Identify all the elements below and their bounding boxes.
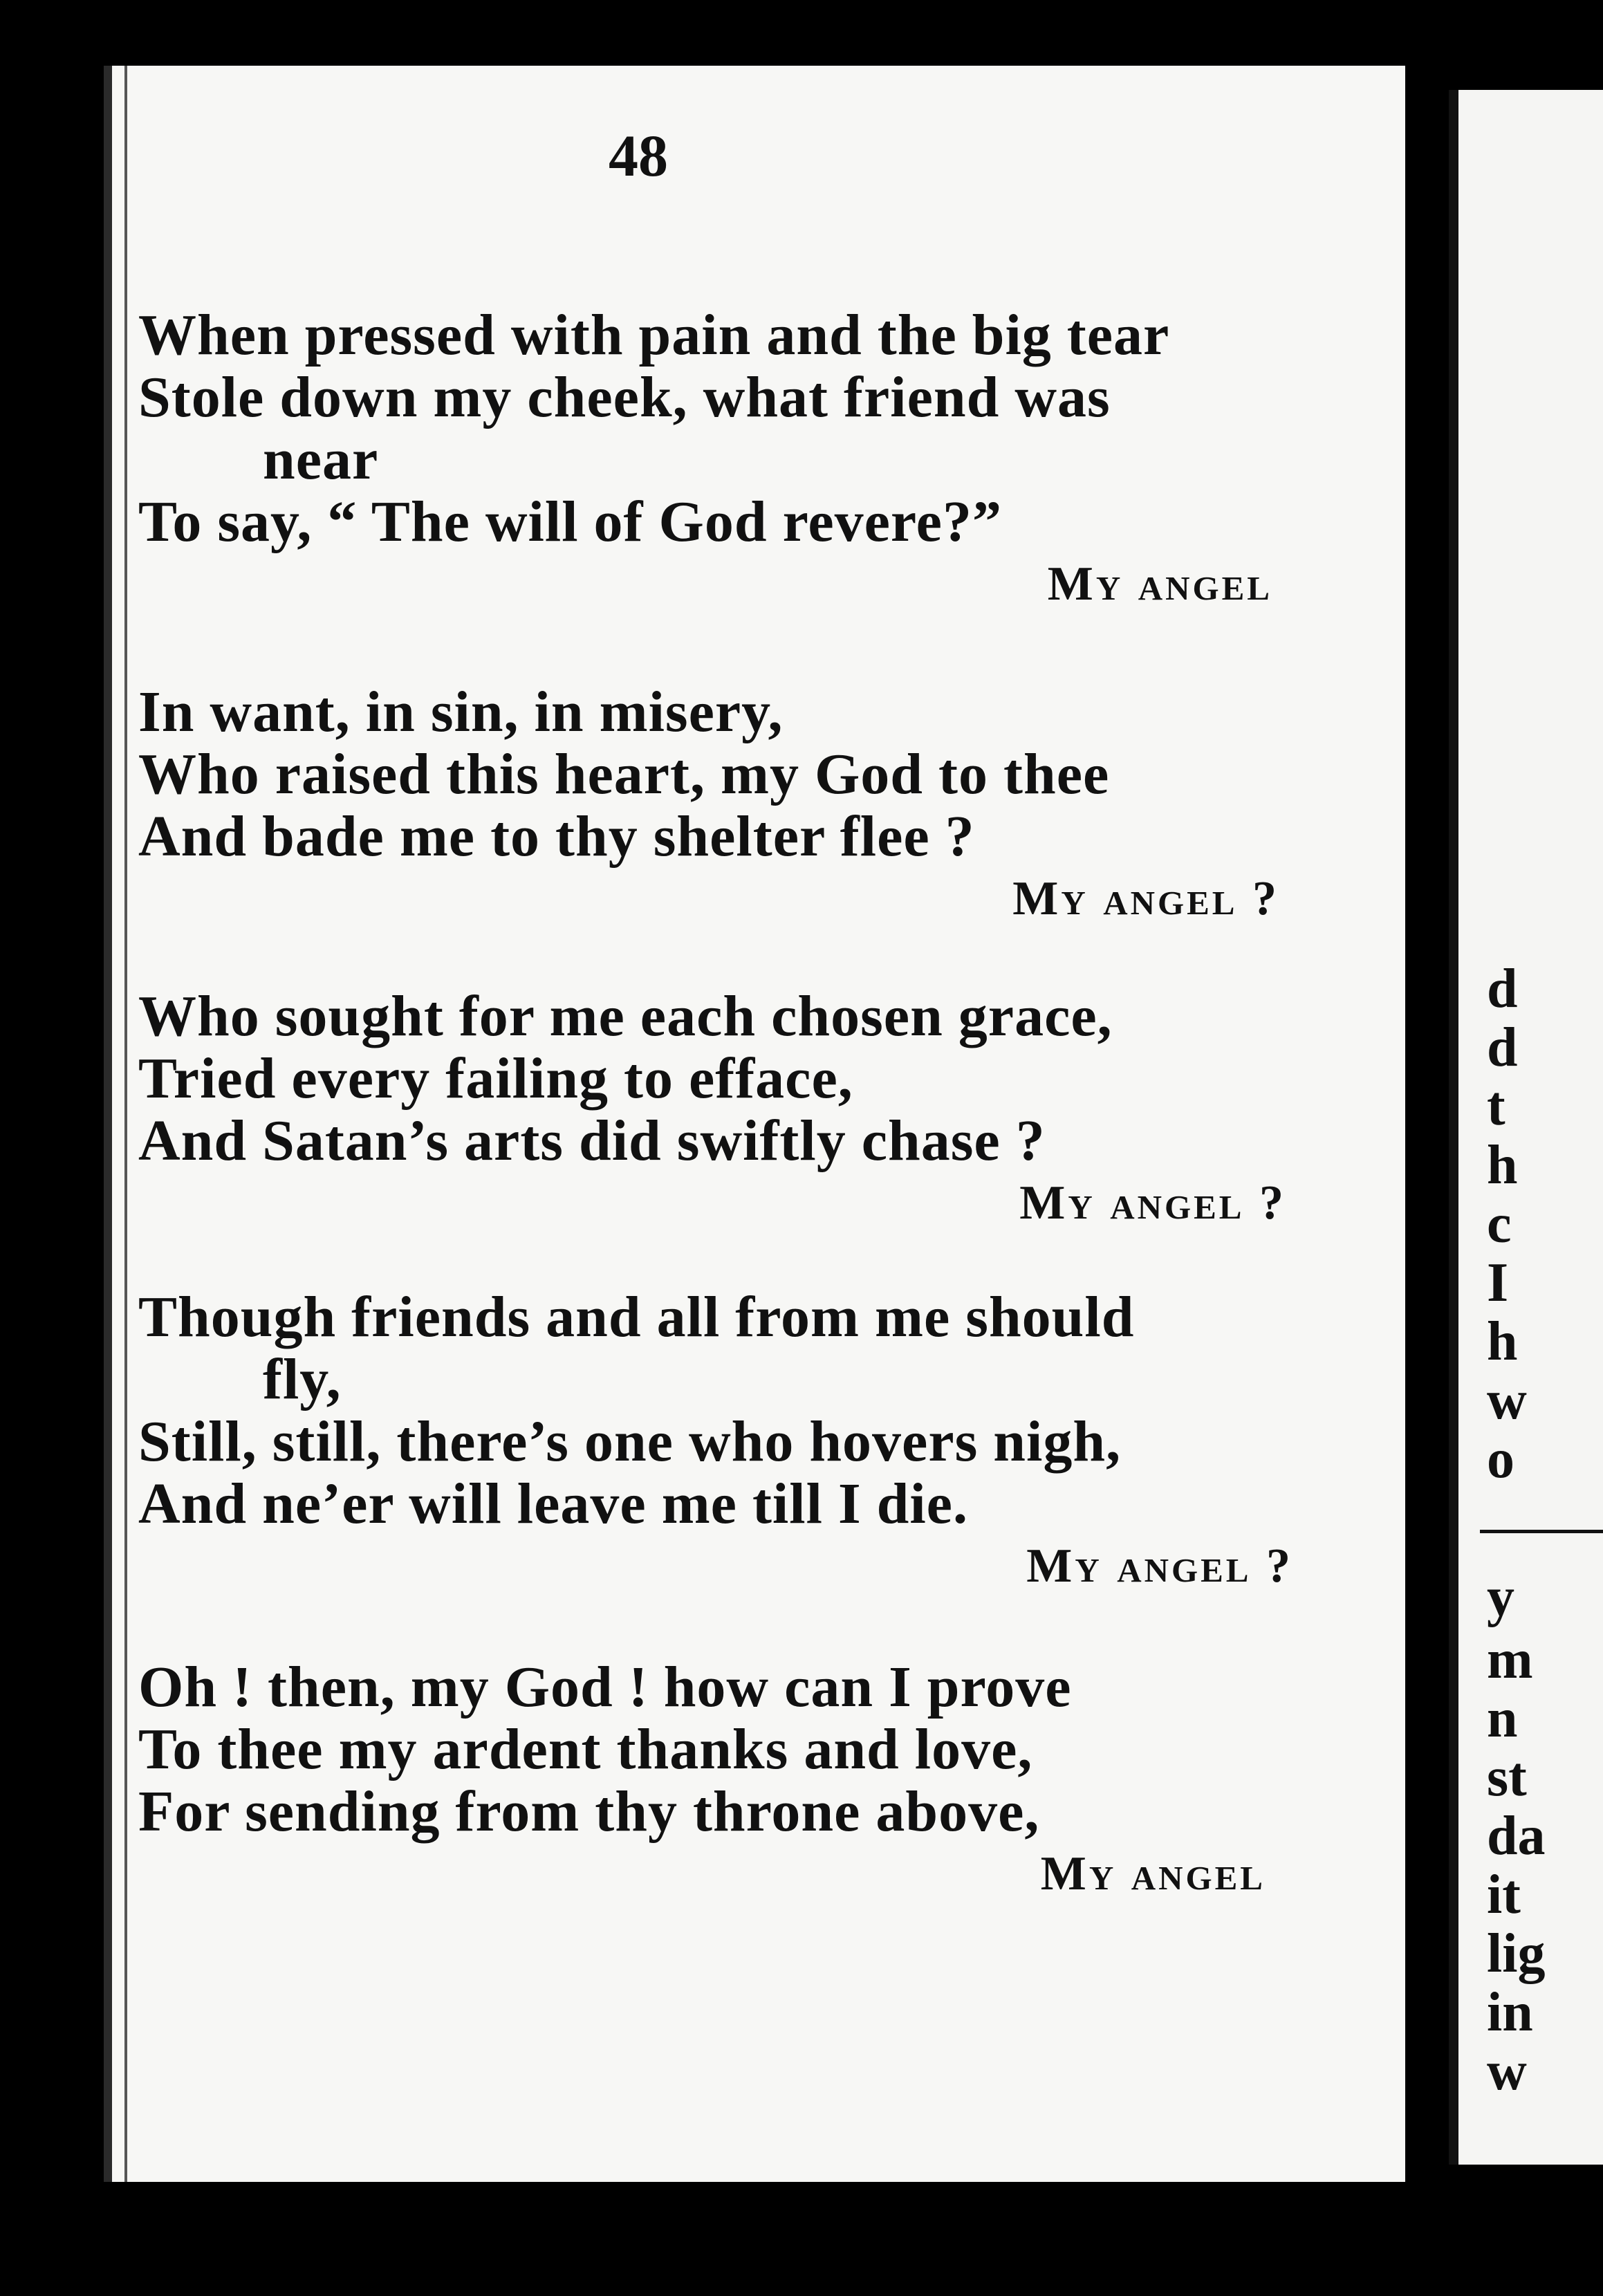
refrain: My angel [1040, 1847, 1266, 1900]
right-page-fragment: w [1487, 2041, 1527, 2102]
right-page-fragment: t [1487, 1076, 1505, 1137]
verse-line: For sending from thy throne above, [138, 1779, 1040, 1844]
right-page-fragment: d [1487, 1017, 1518, 1078]
right-page-fragment: st [1487, 1747, 1527, 1808]
refrain: My angel ? [1019, 1176, 1286, 1230]
right-page-fragment: d [1487, 959, 1518, 1019]
verse-line: To say, “ The will of God revere?” [138, 490, 1002, 554]
verse-line: In want, in sin, in misery, [138, 680, 784, 744]
right-page-fragment: h [1487, 1135, 1518, 1196]
right-page-fragment: I [1487, 1252, 1509, 1313]
verse-line: When pressed with pain and the big tear [138, 303, 1170, 367]
page-number: 48 [609, 122, 668, 189]
verse-line: Who raised this heart, my God to thee [138, 742, 1110, 806]
right-page-fragment: m [1487, 1629, 1533, 1690]
verse-line: Who sought for me each chosen grace, [138, 984, 1113, 1048]
verse-line: Oh ! then, my God ! how can I prove [138, 1655, 1072, 1719]
right-page-fragment: w [1487, 1370, 1527, 1431]
verse-line: Tried every failing to efface, [138, 1046, 853, 1111]
verse-line: And ne’er will leave me till I die. [138, 1472, 968, 1536]
stanza-4 [138, 1286, 1293, 1598]
stanza-3 [138, 985, 1286, 1234]
stanza-1 [138, 304, 1272, 615]
right-page-fragment: o [1487, 1429, 1514, 1490]
right-page-fragment: it [1487, 1864, 1521, 1925]
refrain: My angel ? [1012, 872, 1279, 925]
right-page-fragment: c [1487, 1194, 1512, 1255]
right-page-fragment: n [1487, 1688, 1518, 1749]
verse-line: And bade me to thy shelter flee ? [138, 804, 975, 869]
stanza-2 [138, 681, 1279, 930]
right-page-fragment: y [1487, 1567, 1514, 1628]
verse-line: Though friends and all from me should [138, 1285, 1135, 1349]
stanza-5 [138, 1656, 1266, 1905]
verse-line: near [263, 427, 379, 492]
right-page-fragment: h [1487, 1311, 1518, 1372]
right-page-fragment: in [1487, 1982, 1533, 2043]
verse-line: Still, still, there’s one who hovers nigh, [138, 1409, 1122, 1474]
refrain: My angel ? [1026, 1539, 1293, 1593]
divider-rule [1480, 1530, 1603, 1533]
verse-line: To thee my ardent thanks and love, [138, 1717, 1033, 1781]
verse-line: fly, [263, 1347, 342, 1411]
verse-line: Stole down my cheek, what friend was [138, 365, 1111, 429]
right-page-fragment: lig [1487, 1923, 1546, 1984]
refrain: My angel [1047, 557, 1272, 611]
right-page-fragment: da [1487, 1806, 1546, 1867]
verse-line: And Satan’s arts did swiftly chase ? [138, 1109, 1046, 1173]
